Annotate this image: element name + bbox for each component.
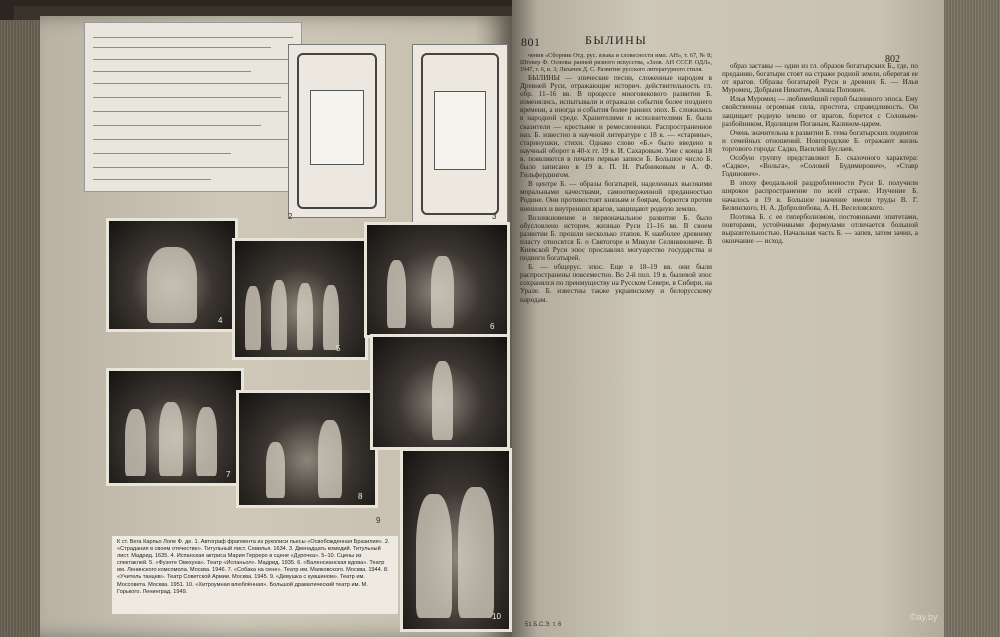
- photo-scene-6: [364, 222, 510, 338]
- column-paragraph: Возникновение и первоначальное развитие Б. было обусловлено историч. жизнью Руси 11–16 вв. В своем развитии Б. прошли несколько этапов. К наиболее древнему пласту относятся Б. о Святогоре и Микуле Селяниновиче. В Киевской Руси эпос прославлял могущество государства и подвиги богатырей.: [520, 213, 712, 263]
- photo-scene-5: [232, 238, 368, 360]
- column-paragraph: В центре Б. — образы богатырей, наделенных высокими моральными качествами, самоотверженной преданностью Родине. Они противостоят князьям и боярам, борются против внешних и внутренних врагов, защищают родную землю.: [520, 180, 712, 213]
- plate-number: 7: [226, 470, 231, 479]
- photo-scene-8: [236, 390, 378, 508]
- running-title: БЫЛИНЫ: [585, 33, 648, 47]
- column-paragraph: Особую группу представляют Б. сказочного характера: «Садко», «Вольга», «Соловей Будимирович», «Ставр Годинович».: [722, 154, 918, 179]
- text-column-1: [520, 52, 712, 618]
- plate-number: 4: [218, 316, 223, 325]
- photo-scene-9: [370, 334, 510, 450]
- plate-number: 2: [288, 212, 293, 221]
- page-edges-left: [0, 20, 40, 637]
- column-paragraph: БЫЛИНЫ — эпические песни, сложенные народом в Древней Руси, отражающие историч. действительность гл. обр. 11–16 вв. В процессе многовекового развития Б. изменялись, испытывали и отражали события более позднего времени, а иногда и события более ранних эпох. Б. сложились в народной среде. Хранителями и исполнителями Б. были сказители — крестьяне и ремесленники. Распространенное наз. Б. известно в научной литературе с 18 в. — «старины», старинушки, стихи. Однако слово «Б.» было введено в научный оборот в 40-х гг. 19 в. И. Сахаровым. Уже с конца 18 в. появляются в печати первые записи Б. Большое число Б. было записано в 19 в. П. Н. Рыбниковым и А. Ф. Гильфердингом.: [520, 74, 712, 180]
- watermark: ©ay.by: [910, 612, 938, 622]
- plate-caption: К ст. Вега Карпьо Лопе Ф. де. 1. Автограф фрагмента из рукописи пьесы «Освобожденная Бразилия». 2. «Страдания в своем отечестве». Титульный лист. Севилья. 1634. 3. Двенадцать комедий. Титульный лист. Мадрид. 1635. 4. Испанская актриса Мария Герреро в сцене «Дурочка». 5–10. Сцены из спектаклей. 5. «Фуэнте Овехуна». Театр «Испаньол». Мадрид. 1935. 6. «Валенсианская вдова». Театр им. Ленинского комсомола. Москва. 1946. 7. «Собака на сене». Театр им. Маяковского. Москва. 1944. 8. «Учитель танцев». Театр Советской Армии. Москва. 1945. 9. «Девушка с кувшином». Театр им. Моссовета. Москва. 1951. 10. «Хитроумная влюблённая». Большой драматический театр им. М. Горького. Ленинград. 1949.: [112, 536, 398, 614]
- column-paragraph: Б. — общерус. эпос. Еще в 18–19 вв. они были распространены повсеместно. Во 2-й пол. 19 в. былевой эпос сохранялся по преимуществу на Русском Севере, в Сибири, на Урале. Б. известны также украинскому и белорусскому народам.: [520, 263, 712, 304]
- title-page-plate-2: [288, 44, 386, 218]
- column-paragraph: чения «Сборник Отд. рус. языка и словесности имп. АН», т. 67, № 8; Штекер Ф. Основы ранней ризного искусства, «Злов. АН СССР. ОДЛ», 1947, т. 6, в. 3; Лихачев Д. С. Развитие русского литературного стиля.: [520, 52, 712, 73]
- photo-scene-7: [106, 368, 244, 486]
- column-paragraph: Поэтика Б. с ее гиперболизмом, постоянными эпитетами, повторами, устойчивыми формулами отличается большой выразительностью. Начальная часть Б. — запев, затем зачин, а окончание — исход.: [722, 212, 918, 245]
- page-number-right: 802: [885, 54, 900, 65]
- title-page-plate-3: [412, 44, 508, 224]
- column-paragraph: В эпоху феодальной раздробленности Руси Б. получили широкое распространение по всей стране. Изучение Б. началось в 19 в. Большое значение имели труды В. Г. Белинского, Н. А. Добролюбова, А. Н. Веселовского.: [722, 179, 918, 212]
- plate-number: 3: [492, 212, 497, 221]
- plate-number: 6: [490, 322, 495, 331]
- page-footer: 51 Б.С.Э. т. 6: [525, 622, 562, 628]
- plate-number: 8: [358, 492, 363, 501]
- plate-number: 9: [376, 516, 381, 525]
- manuscript-plate: [84, 22, 302, 192]
- page-number-left: 801: [521, 35, 541, 49]
- plate-number: 10: [492, 612, 501, 621]
- photo-scene-10: [400, 448, 512, 632]
- plate-number: 5: [336, 344, 341, 353]
- photo-actress: [106, 218, 238, 332]
- page-edges-right: [944, 0, 1000, 637]
- text-column-2: [722, 62, 918, 618]
- column-paragraph: Илья Муромец — любимейший герой былинного эпоса. Ему свойственны огромная сила, простота, справедливость. Он защищает родную землю от врагов, борется с Соловьем-разбойником, Идолищем Поганым, Калином-царем.: [722, 95, 918, 128]
- column-paragraph: образ заставы — одни из гл. образов богатырских Б., где, по преданию, богатыри стоят на страже родной земли, оберегая ее от врагов. Образы богатырей Руси в древних Б. — Илья Муромец, Добрыня Никитич, Алеша Попович.: [722, 62, 918, 95]
- column-paragraph: Очень значительна в развитии Б. тема богатырских подвигов и семейных отношений. Новгородские Б. отражают жизнь торгового города: Садко, Василий Буслаев.: [722, 128, 918, 153]
